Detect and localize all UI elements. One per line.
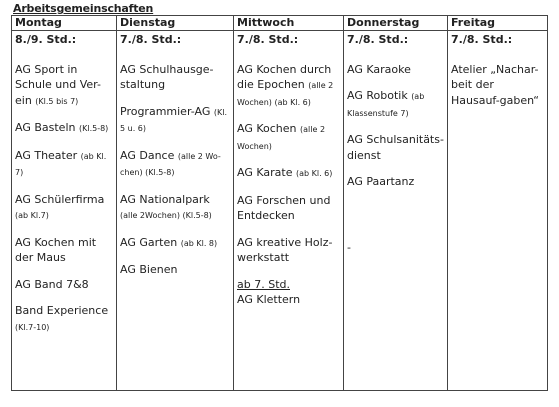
activity-item bbox=[120, 104, 230, 137]
activity-item bbox=[347, 62, 444, 78]
activity-item bbox=[15, 192, 113, 224]
cell-mittwoch bbox=[234, 31, 344, 391]
activity-name: AG Kochen durch die Epochen bbox=[237, 62, 332, 91]
activity-name: AG Nationalpark bbox=[120, 192, 210, 206]
list-mittwoch bbox=[237, 62, 340, 266]
activity-name: Atelier „Nachar-beit der Hausauf-gaben“ bbox=[451, 62, 540, 107]
period-label: 7./8. Std.: bbox=[120, 33, 182, 46]
schedule-table bbox=[11, 15, 548, 391]
period-label: 7./8. Std.: bbox=[347, 33, 409, 46]
activity-item bbox=[15, 235, 113, 266]
day-header-montag: Montag bbox=[12, 16, 117, 31]
activity-name: AG Robotik bbox=[347, 89, 408, 102]
activity-item bbox=[15, 120, 113, 137]
activity-item bbox=[120, 148, 230, 181]
header-row bbox=[12, 16, 548, 31]
activity-name: AG Bienen bbox=[120, 263, 178, 276]
activity-name: AG Sport in Schule und Ver-ein bbox=[15, 62, 101, 107]
activity-note: (ab Klassenstufe 7) bbox=[347, 92, 425, 118]
day-header-dienstag: Dienstag bbox=[117, 16, 234, 31]
activity-item bbox=[15, 303, 113, 335]
activity-note: (Kl.5-8) bbox=[78, 124, 109, 133]
activity-name: AG Forschen und Entdecken bbox=[237, 193, 331, 222]
period-label: 7./8. Std.: bbox=[237, 33, 299, 46]
activity-name: AG kreative Holz-werkstatt bbox=[237, 235, 333, 264]
klettern-time: ab 7. Std. bbox=[237, 277, 290, 291]
activity-item bbox=[347, 88, 444, 121]
content-row bbox=[12, 31, 548, 391]
activity-item bbox=[237, 235, 340, 266]
activity-note: (ab Kl.7) bbox=[15, 211, 49, 220]
cell-freitag bbox=[448, 31, 548, 391]
activity-note: (Kl.5 bis 7) bbox=[35, 96, 79, 106]
activity-item bbox=[120, 262, 230, 278]
activity-note: (ab Kl. 7) bbox=[15, 151, 107, 177]
activity-note: (Kl.7-10) bbox=[15, 322, 50, 332]
day-header-donnerstag: Donnerstag bbox=[344, 16, 448, 31]
activity-item bbox=[237, 193, 340, 224]
activity-name: Programmier-AG bbox=[120, 104, 211, 118]
activity-item bbox=[15, 62, 113, 110]
activity-item bbox=[15, 277, 113, 293]
period-label: 7./8. Std.: bbox=[451, 33, 513, 46]
activity-name: AG Paartanz bbox=[347, 175, 415, 188]
list-dienstag bbox=[120, 62, 230, 278]
activity-note: (alle 2 Wochen) (ab Kl. 6) bbox=[237, 81, 334, 107]
activity-name: AG Theater bbox=[15, 148, 78, 162]
activity-item bbox=[347, 132, 444, 163]
activity-name: Band Experience bbox=[15, 304, 109, 317]
activity-note: (Kl. 5 u. 6) bbox=[120, 107, 227, 133]
activity-item bbox=[15, 148, 113, 181]
activity-note: (alle 2Wochen) (Kl.5-8) bbox=[120, 211, 212, 220]
day-header-freitag: Freitag bbox=[448, 16, 548, 31]
period-label: 8./9. Std.: bbox=[15, 33, 77, 46]
activity-name: AG Dance bbox=[120, 148, 175, 162]
page-title: Arbeitsgemeinschaften bbox=[13, 2, 154, 15]
activity-note: (ab Kl. 8) bbox=[180, 238, 218, 248]
activity-item bbox=[237, 165, 340, 182]
day-header-mittwoch: Mittwoch bbox=[234, 16, 344, 31]
activity-note: (alle 2 Wo-chen) (Kl.5-8) bbox=[120, 151, 221, 177]
activity-note: (alle 2 Wochen) bbox=[237, 125, 326, 151]
activity-name: AG Band 7&8 bbox=[15, 277, 89, 291]
activity-item bbox=[451, 62, 544, 109]
list-montag bbox=[15, 62, 113, 336]
activity-name: AG Kochen mit der Maus bbox=[15, 235, 97, 264]
activity-item bbox=[120, 62, 230, 93]
cell-montag bbox=[12, 31, 117, 391]
list-freitag bbox=[451, 62, 544, 109]
activity-note: (ab Kl. 6) bbox=[295, 169, 333, 178]
cell-dienstag bbox=[117, 31, 234, 391]
klettern-item: AG Klettern bbox=[237, 293, 301, 306]
activity-name: AG Karaoke bbox=[347, 62, 411, 76]
activity-name: AG Basteln bbox=[15, 121, 76, 134]
activity-item bbox=[120, 235, 230, 252]
cell-donnerstag bbox=[344, 31, 448, 391]
activity-name: AG Karate bbox=[237, 166, 293, 179]
list-donnerstag bbox=[347, 62, 444, 190]
activity-item bbox=[120, 192, 230, 224]
activity-name: AG Garten bbox=[120, 235, 178, 249]
activity-item bbox=[237, 121, 340, 154]
empty-dash: - bbox=[347, 240, 351, 254]
activity-item bbox=[237, 62, 340, 111]
activity-item bbox=[347, 174, 444, 190]
activity-name: AG Schülerfirma bbox=[15, 192, 105, 206]
activity-name: AG Schulsanitäts-dienst bbox=[347, 133, 444, 162]
activity-name: AG Schulhausge-staltung bbox=[120, 62, 214, 91]
activity-name: AG Kochen bbox=[237, 122, 297, 135]
